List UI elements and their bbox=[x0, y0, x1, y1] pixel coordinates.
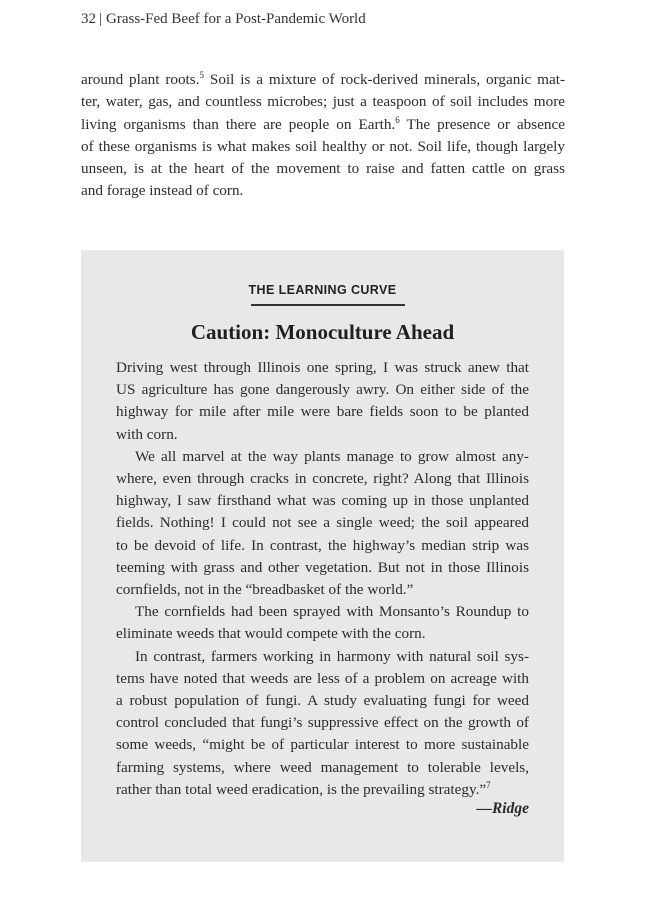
sidebar-title: Caution: Monoculture Ahead bbox=[190, 320, 455, 344]
author-signature: —Ridge bbox=[476, 800, 529, 817]
kicker-underline bbox=[251, 304, 405, 306]
footnote-marker: 5 bbox=[199, 70, 204, 80]
text-line: cornfields, not in the “breadbasket of the world.” bbox=[116, 581, 414, 599]
text-line: farming systems, where weed management to tolerable levels, bbox=[116, 758, 529, 776]
text-line: some weeds, “might be of particular interest to more sustainable bbox=[116, 736, 529, 754]
running-header bbox=[81, 11, 366, 28]
text-line: ter, water, gas, and countless microbes; just a teaspoon of soil includes more bbox=[81, 93, 565, 111]
text-line: a robust population of fungi. A study evaluating fungi for weed bbox=[116, 692, 529, 710]
text-line: Driving west through Illinois one spring, I was struck anew that bbox=[116, 359, 529, 376]
text-line: fields. Nothing! I could not see a single weed; the soil appeared bbox=[116, 514, 529, 532]
book-title: Grass-Fed Beef for a Post-Pandemic World bbox=[106, 11, 366, 27]
text-line: with corn. bbox=[116, 425, 178, 443]
text-line: to be devoid of life. In contrast, the highway’s median strip was bbox=[116, 536, 529, 554]
text-line: living organisms than there are people on Earth.$^6$ The presence or absence bbox=[81, 114, 566, 133]
header-separator: | bbox=[99, 11, 103, 27]
text-line: where, even through cracks in concrete, right? Along that Illinois bbox=[116, 470, 529, 488]
text-line: highway, I saw firsthand what was coming up in those unplanted bbox=[116, 492, 529, 510]
text-line: and forage instead of corn. bbox=[81, 182, 244, 200]
text-line: unseen, is at the heart of the movement to raise and fatten cattle on grass bbox=[81, 160, 565, 178]
text-line: We all marvel at the way plants manage to grow almost any- bbox=[135, 447, 529, 465]
text-line: of these organisms is what makes soil healthy or not. Soil life, though largely bbox=[81, 137, 565, 155]
text-line: The cornfields had been sprayed with Monsanto’s Roundup to bbox=[135, 603, 529, 621]
text-line: tems have noted that weeds are less of a problem on acreage with bbox=[116, 669, 529, 687]
sidebar-kicker: THE LEARNING CURVE bbox=[248, 283, 397, 297]
footnote-marker: 6 bbox=[395, 114, 400, 125]
intro-paragraph bbox=[81, 69, 565, 203]
text-line: US agriculture has gone dangerously awry. On either side of the bbox=[116, 381, 529, 399]
text-line: around plant roots.$^5$ Soil is a mixture of rock-derived minerals, organic mat- bbox=[81, 70, 566, 88]
text-line: teeming with grass and other vegetation. But not in those Illinois bbox=[116, 558, 529, 576]
text-line: highway for mile after mile were bare fields soon to be planted bbox=[116, 403, 529, 421]
footnote-marker: 7 bbox=[486, 779, 491, 790]
sidebar-box bbox=[81, 250, 564, 862]
text-line: In contrast, farmers working in harmony with natural soil sys- bbox=[135, 647, 529, 665]
sidebar-body bbox=[116, 357, 529, 801]
text-line: control concluded that fungi’s suppressive effect on the growth of bbox=[116, 714, 529, 732]
page-number: 32 bbox=[81, 11, 96, 27]
text-line: eliminate weeds that would compete with the corn. bbox=[116, 625, 426, 643]
text-line: rather than total weed eradication, is the prevailing strategy.”$^7$ bbox=[116, 779, 491, 798]
